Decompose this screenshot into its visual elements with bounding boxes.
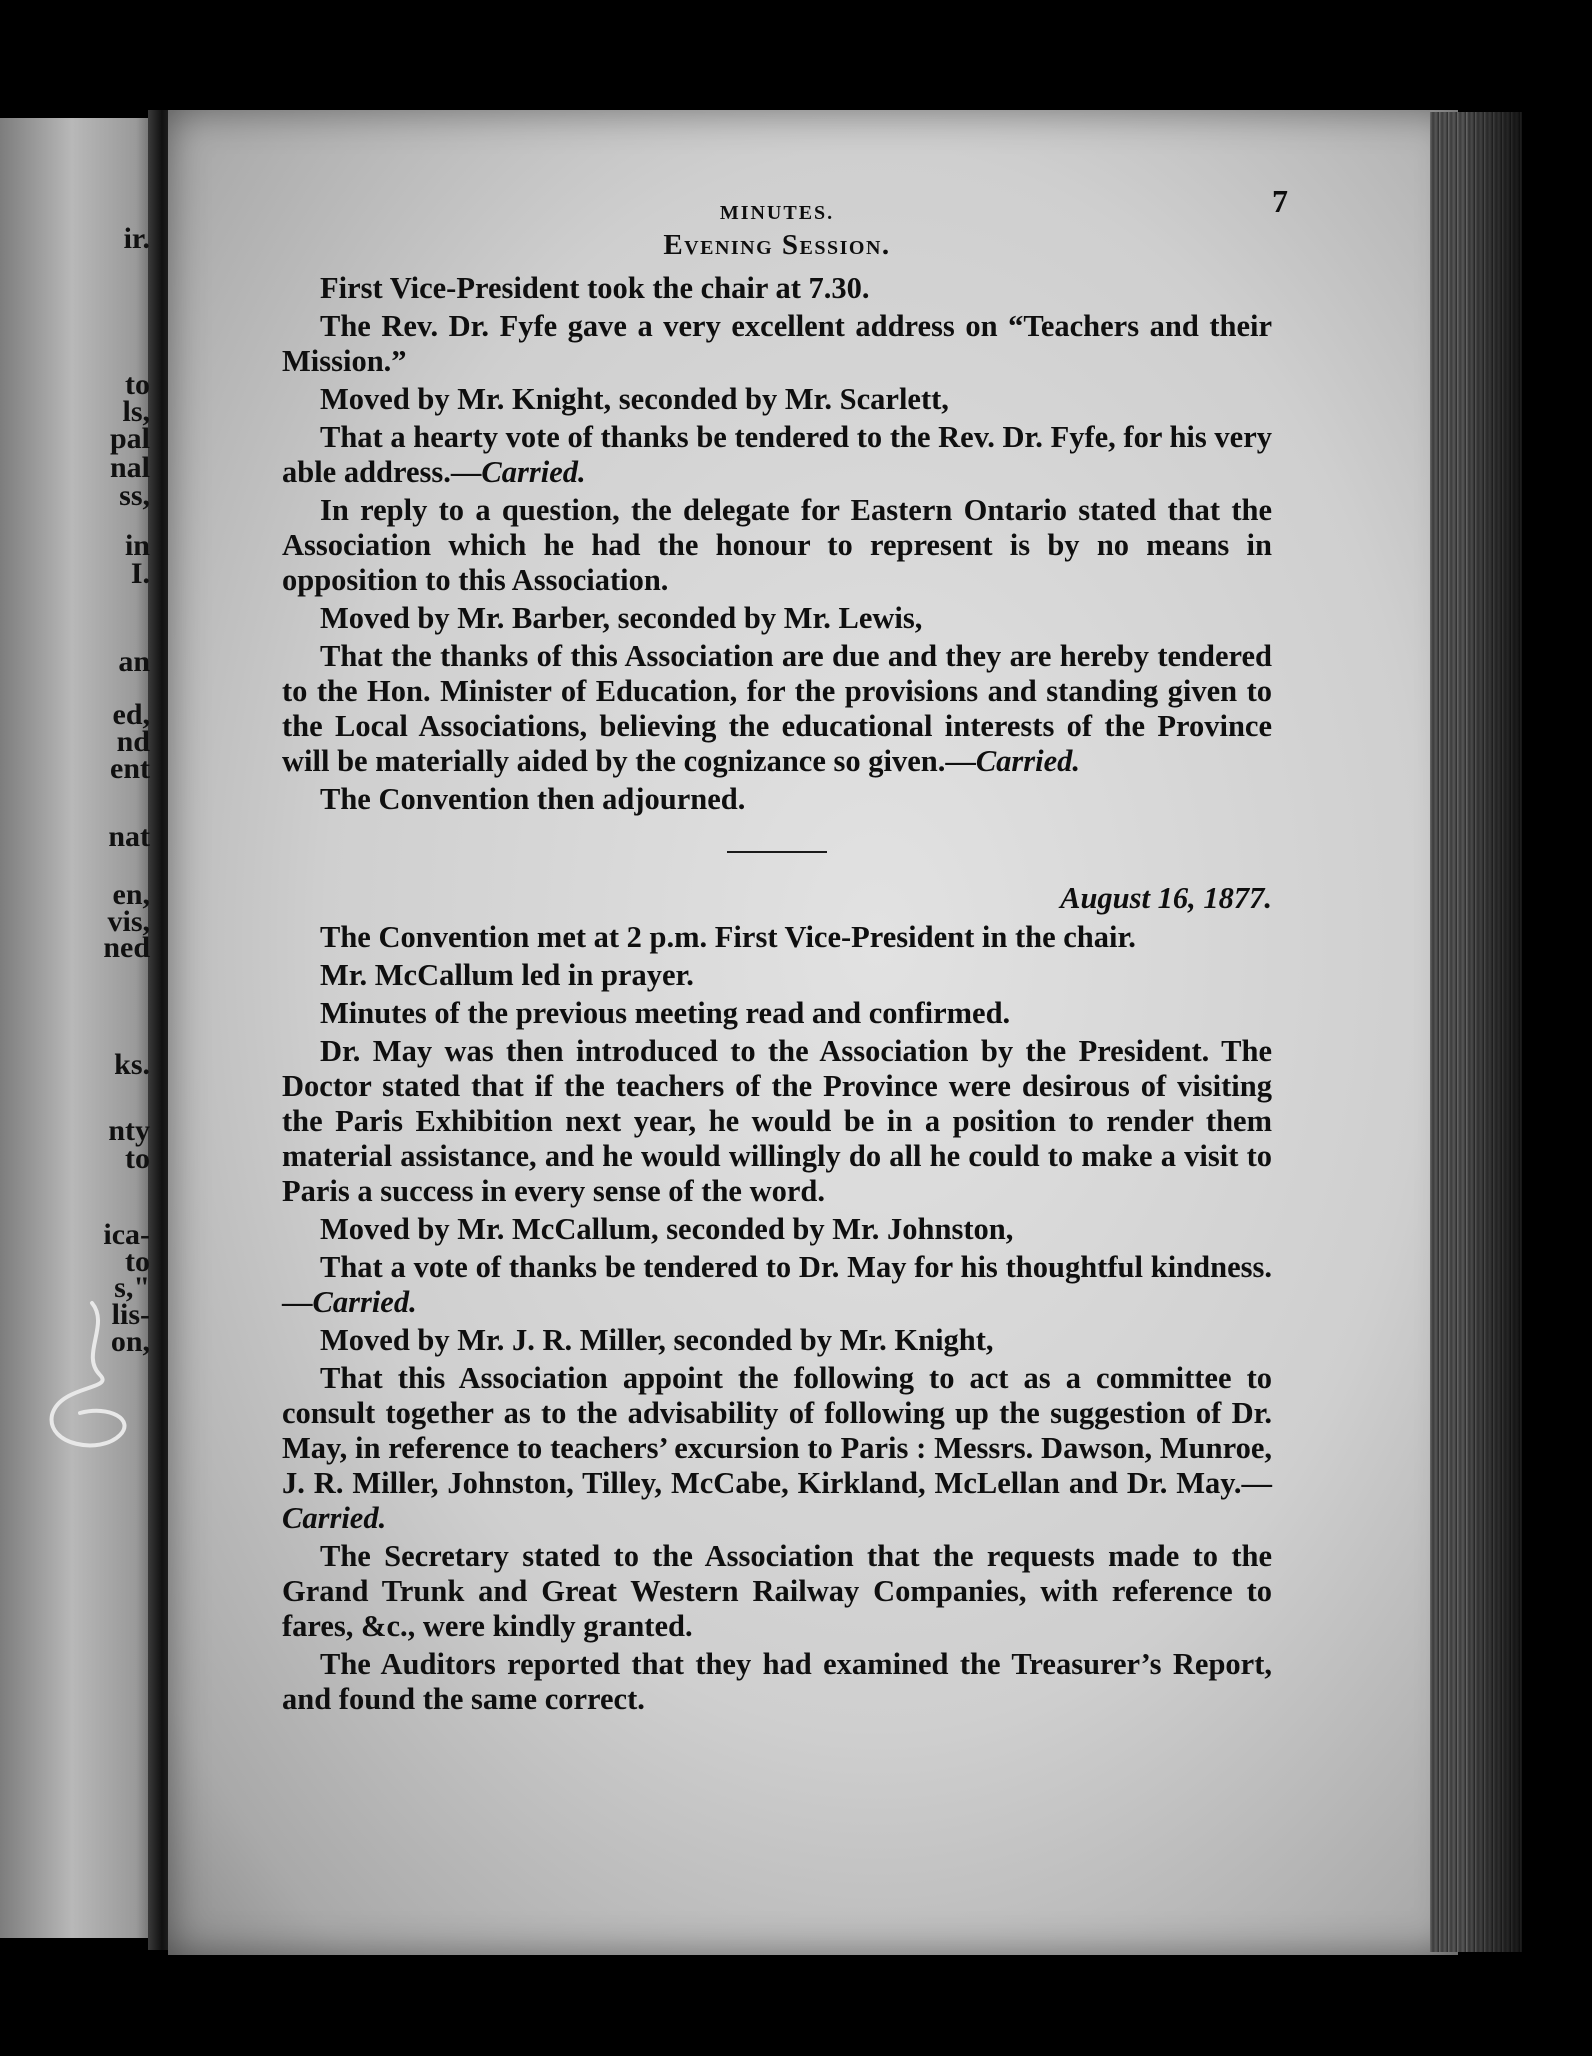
paragraph-text: That the thanks of this Association are due and they are hereby tendered to the Hon. Minister of Education, for the provisions and standing given to the Local Associations, believing the educational interests of the Province will be materially aided by the cognizance so given.—	[282, 639, 1272, 778]
facing-page-fragment-text: I.	[130, 557, 150, 590]
facing-page-fragment-text: pal	[109, 422, 150, 455]
carried-note: Carried.	[282, 1501, 387, 1535]
facing-page-fragment-text: in	[124, 529, 150, 562]
paragraph-text: Minutes of the previous meeting read and confirmed.	[320, 996, 1011, 1030]
paragraph-text: The Convention met at 2 p.m. First Vice-President in the chair.	[320, 920, 1136, 954]
page-number: 7	[1272, 183, 1288, 219]
minutes-paragraph	[282, 920, 1272, 955]
minutes-paragraph	[282, 1361, 1272, 1536]
facing-page-fragment-text: lis-	[111, 1298, 150, 1331]
paragraph-text: That a vote of thanks be tendered to Dr. May for his thoughtful kindness.—	[282, 1250, 1272, 1319]
facing-page-fragment-text: s,"	[114, 1271, 150, 1304]
paragraph-text: Moved by Mr. Knight, seconded by Mr. Scarlett,	[320, 382, 949, 416]
minutes-paragraph	[282, 271, 1272, 306]
minutes-paragraph	[282, 1539, 1272, 1644]
evening-session-minutes	[282, 271, 1272, 817]
facing-page-fragment-text: ks.	[114, 1048, 150, 1081]
paragraph-text: The Rev. Dr. Fyfe gave a very excellent address on “Teachers and their Mission.”	[282, 309, 1272, 378]
facing-page-fragment-text: to	[125, 368, 150, 401]
minutes-paragraph	[282, 420, 1272, 490]
facing-page-fragment-text: ss,	[119, 479, 150, 512]
paragraph-text: In reply to a question, the delegate for Eastern Ontario stated that the Association which he had the honour to represent is by no means in opposition to this Association.	[282, 493, 1272, 597]
facing-page-fragment-text: to	[125, 1245, 150, 1278]
paragraph-text: First Vice-President took the chair at 7.30.	[320, 271, 870, 305]
minutes-paragraph	[282, 1323, 1272, 1358]
facing-page-fragment-text: ent	[110, 752, 150, 785]
minutes-paragraph	[282, 1034, 1272, 1209]
carried-note: Carried.	[975, 744, 1081, 778]
minutes-paragraph	[282, 996, 1272, 1031]
minutes-paragraph	[282, 382, 1272, 417]
section-heading: Evening Session.	[663, 229, 891, 261]
paragraph-text: That this Association appoint the following to act as a committee to consult together as to the advisability of following up the suggestion of Dr. May, in reference to teachers’ excursion to Paris : Messrs. Dawson, Munroe, J. R. Miller, Johnston, Tilley, McCabe, Kirkland, McLellan and Dr. May.—	[282, 1361, 1272, 1500]
paragraph-text: Mr. McCallum led in prayer.	[320, 958, 694, 992]
paragraph-text: Moved by Mr. J. R. Miller, seconded by Mr. Knight,	[320, 1323, 994, 1357]
running-head	[282, 183, 1288, 228]
paragraph-text: Dr. May was then introduced to the Association by the President. The Doctor stated that if the teachers of the Province were desirous of visiting the Paris Exhibition next year, he would be in a position to render them material assistance, and he would willingly do all he could to make a visit to Paris a success in every sense of the word.	[282, 1034, 1272, 1208]
paragraph-text: The Secretary stated to the Association that the requests made to the Grand Trunk and Great Western Railway Companies, with reference to fares, &c., were kindly granted.	[282, 1539, 1272, 1643]
minutes-paragraph	[282, 493, 1272, 598]
facing-page-fragment-text: ed,	[112, 698, 150, 731]
carried-note: Carried.	[312, 1285, 417, 1319]
facing-page-fragment-text: ls,	[122, 395, 150, 428]
page-edges-shadow	[1468, 112, 1524, 1952]
minutes-paragraph	[282, 1250, 1272, 1320]
paragraph-text: That a hearty vote of thanks be tendered to the Rev. Dr. Fyfe, for his very able address.—	[282, 420, 1272, 489]
facing-page-fragment-text: ica-	[103, 1218, 150, 1251]
facing-page-fragment-text: ned	[103, 931, 150, 964]
minutes-paragraph	[282, 1212, 1272, 1247]
facing-page-fragment-text: vis,	[107, 905, 150, 938]
minutes-paragraph	[282, 639, 1272, 779]
paragraph-text: Moved by Mr. McCallum, seconded by Mr. Johnston,	[320, 1212, 1014, 1246]
facing-page-fragment-text: ir.	[123, 222, 150, 255]
afternoon-session-minutes	[282, 920, 1272, 1717]
facing-page-fragment-text: en,	[112, 878, 150, 911]
minutes-paragraph	[282, 782, 1272, 817]
facing-page-fragment-text: to	[125, 1142, 150, 1175]
minutes-paragraph	[282, 309, 1272, 379]
date-line: August 16, 1877.	[1060, 881, 1272, 915]
minutes-paragraph	[282, 1647, 1272, 1717]
facing-page-fragment-text: on,	[110, 1325, 150, 1358]
facing-page-fragment-text: nat	[108, 820, 150, 853]
paragraph-text: Moved by Mr. Barber, seconded by Mr. Lewis,	[320, 601, 923, 635]
facing-page-fragment-text: nd	[116, 725, 150, 758]
running-title: MINUTES.	[719, 202, 835, 224]
minutes-paragraph	[282, 601, 1272, 636]
facing-page-fragment-text: nal	[109, 451, 150, 484]
facing-page-fragment-text: nty	[108, 1114, 150, 1147]
carried-note: Carried.	[481, 455, 586, 489]
section-divider	[727, 851, 827, 853]
paragraph-text: The Convention then adjourned.	[320, 782, 746, 816]
minutes-paragraph	[282, 958, 1272, 993]
page-text	[282, 183, 1288, 1717]
facing-page-fragment-text: an	[118, 645, 150, 678]
paragraph-text: The Auditors reported that they had examined the Treasurer’s Report, and found the same correct.	[282, 1647, 1272, 1716]
